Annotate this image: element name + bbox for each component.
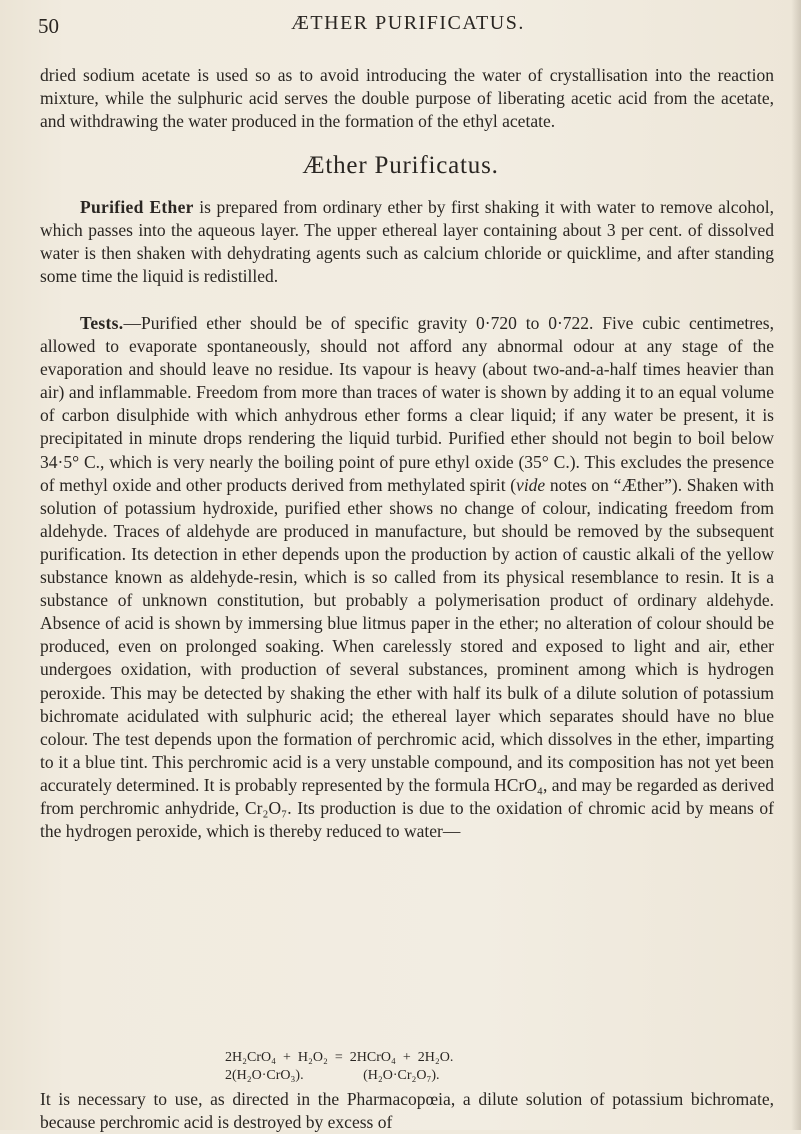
tests-paragraph (40, 312, 774, 843)
tests-lead: Tests. (80, 313, 124, 333)
page-header (38, 8, 778, 40)
tests-text-continued: notes on “Æther”). Shaken with solution of potassium hydroxide, purified ether shows no change of colour, indicating freedom from aldehyde. Traces of aldehyde are produced in manufacture, but should be removed by the subsequent purification. Its detection in ether depends upon the production by action of caustic alkali of the yellow substance known as aldehyde-resin, which is so called from its physical resemblance to resin. It is a substance of unknown constitution, but probably a polymerisation product of ordinary aldehyde. Absence of acid is shown by immersing blue litmus paper in the ether; no alteration of colour should be produced, even on prolonged soaking. When carelessly stored and exposed to light and air, ether undergoes oxidation, with production of several substances, prominent among which is hydrogen peroxide. This may be detected by shaking the ether with half its bulk of a dilute solution of potassium bichromate acidulated with sulphuric acid; the ethereal layer which separates should have no blue colour. The test depends upon the formation of perchromic acid, which dissolves in the ether, imparting to it a blue tint. This perchromic acid is a very unstable compound, and its composition has not yet been accurately determined. It is probably represented by the formula HCrO₄, and may be regarded as derived from perchromic anhydride, Cr₂O₇. Its production is due to the oxidation of chromic acid by means of the hydrogen peroxide, which is thereby reduced to water— (40, 474, 774, 842)
final-paragraph: It is necessary to use, as directed in the Pharmacopœia, a dilute solution of potassium bichromate, because perchromic acid is destroyed by excess of (40, 1089, 774, 1133)
tests-text: —Purified ether should be of specific gravity 0·720 to 0·722. Five cubic centimetres, allowed to evaporate spontaneously, should not afford any abnormal odour at any stage of the evaporation and should leave no residue. Its vapour is heavy (about two-and-a-half times heavier than air) and inflammable. Freedom from more than traces of water is shown by adding it to an equal volume of carbon disulphide with which anhydrous ether forms a clear liquid; if any water be present, it is precipitated in minute drops rendering the liquid turbid. Purified ether should not begin to boil below 34·5° C., which is very nearly the boiling point of pure ethyl oxide (35° C.). This excludes the presence of methyl oxide and other products derived from methylated spirit ( (40, 313, 774, 495)
running-title: ÆTHER PURIFICATUS. (291, 12, 525, 34)
section-title: Æther Purificatus. (302, 152, 499, 179)
equation-line-2: 2(H₂O·CrO₃). (H₂O·Cr₂O₇). (225, 1068, 440, 1083)
page-number: 50 (38, 14, 59, 38)
equation-line-1: 2H₂CrO₄ + H₂O₂ = 2HCrO₄ + 2H₂O. (225, 1050, 454, 1065)
purified-ether-lead: Purified Ether (80, 197, 194, 217)
vide-word: vide (516, 474, 546, 495)
intro-paragraph: dried sodium acetate is used so as to avoid introducing the water of crystallisation into the reaction mixture, while the sulphuric acid serves the double purpose of liberating acetic acid from the acetate, and withdrawing the water produced in the formation of the ethyl acetate. (40, 65, 774, 132)
purified-ether-text: is prepared from ordinary ether by first shaking it with water to remove alcohol, which passes into the aqueous layer. The upper ethereal layer containing about 3 per cent. of dissolved water is then shaken with dehydrating agents such as calcium chloride or quicklime, and after standing some time the liquid is redistilled. (40, 197, 774, 287)
purified-ether-paragraph (40, 196, 774, 288)
